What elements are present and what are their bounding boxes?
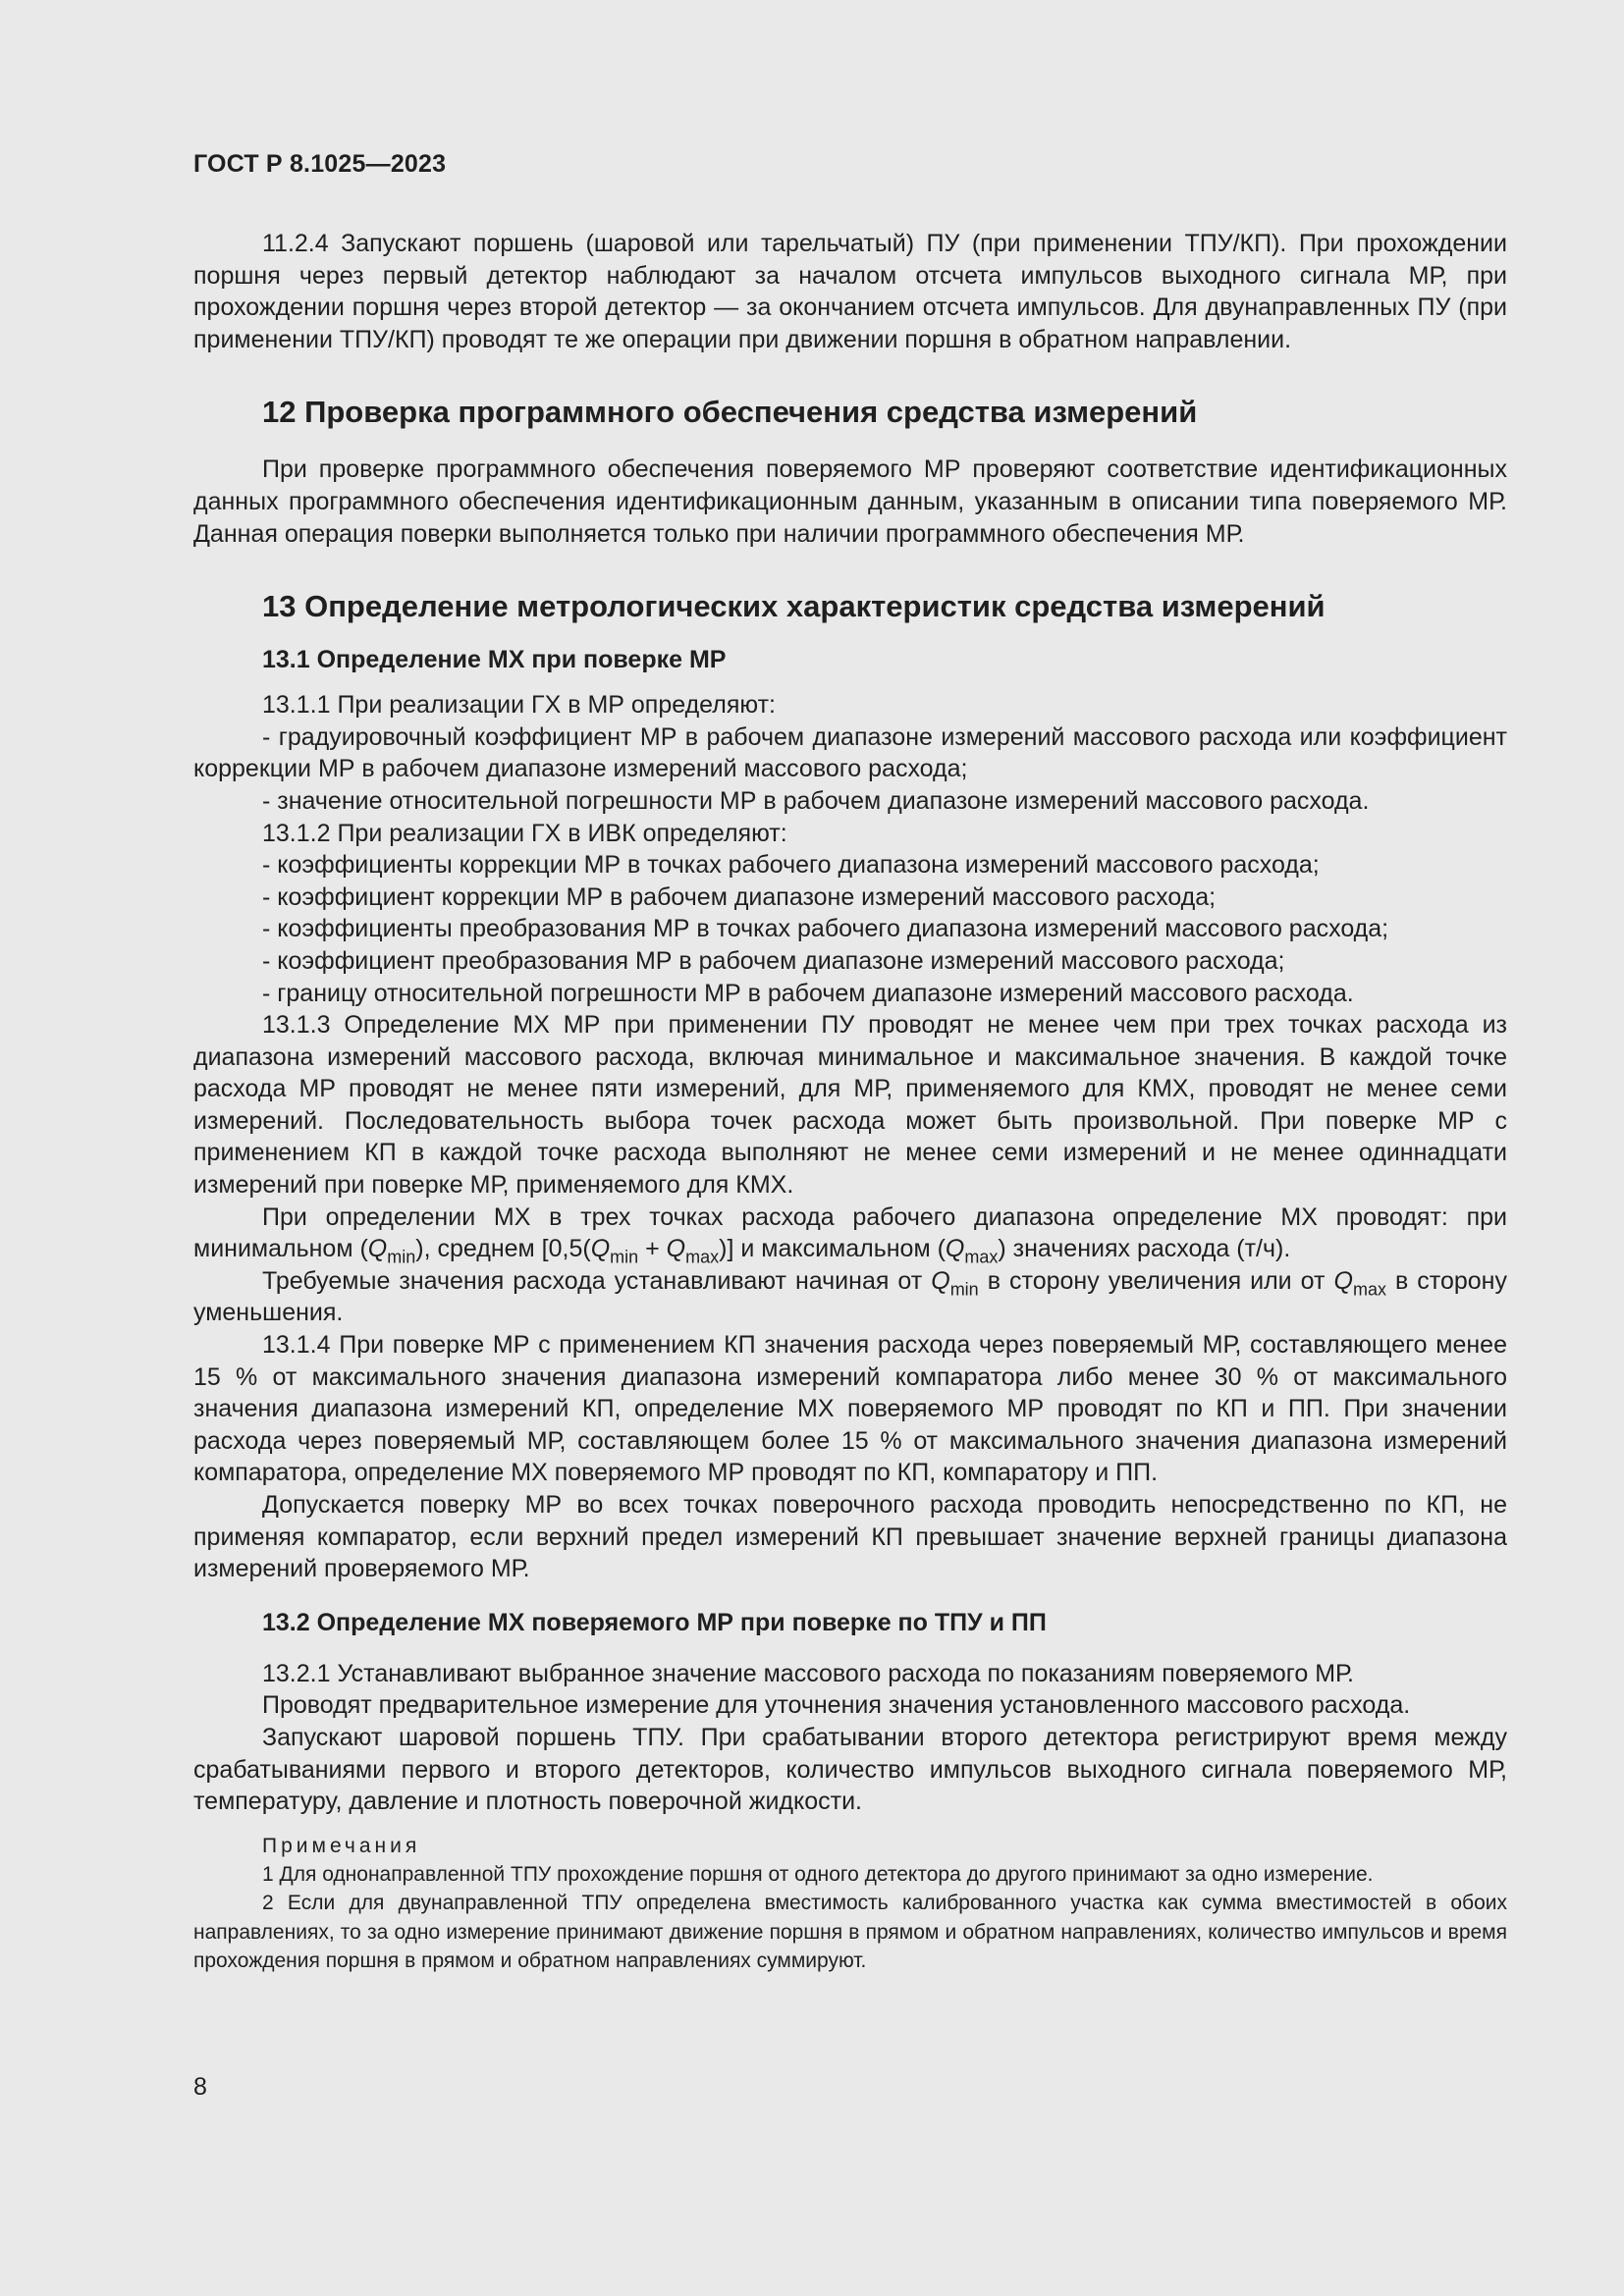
document-page (193, 147, 1507, 1976)
subsection-13-1-heading: 13.1 Определение МХ при поверке МР (262, 646, 727, 674)
paragraph-13-2-1: 13.2.1 Устанавливают выбранное значение массового расхода по показаниям поверяемого МР. (262, 1659, 1354, 1687)
note-2: 2 Если для двунаправленной ТПУ определена вместимость калиброванного участка как сумма вместимостей в обоих направлениях, то за одно измерение принимают движение поршня в прямом и обратном направлениях, количество импульсов и время прохождения поршня в прямом и обратном направлениях суммируют. (193, 1892, 1507, 1973)
list-item: - границу относительной погрешности МР в рабочем диапазоне измерений массового расхода. (262, 979, 1354, 1007)
paragraph-13-1-4: 13.1.4 При поверке МР с применением КП значения расхода через поверяемый МР, составляющего менее 15 % от максимального значения диапазона измерений компаратора либо менее 30 % от максимального значения диапазона измерений КП, определение МХ поверяемого МР проводят по КП и ПП. При значении расхода через поверяемый МР, составляющем более 15 % от максимального значения диапазона измерений компаратора, определение МХ поверяемого МР проводят по КП, компаратору и ПП. (193, 1331, 1507, 1487)
notes-title: Примечания (262, 1834, 421, 1857)
list-item: - коэффициенты преобразования МР в точках рабочего диапазона измерений массового расхода; (262, 915, 1389, 943)
paragraph-13-1-2: 13.1.2 При реализации ГХ в ИВК определяют: (262, 819, 787, 847)
paragraph-launch: Запускают шаровой поршень ТПУ. При срабатывании второго детектора регистрируют время между срабатываниями первого и второго детекторов, количество импульсов выходного сигнала поверяемого МР, температуру, давление и плотность поверочной жидкости. (193, 1723, 1507, 1816)
list-item: - коэффициенты коррекции МР в точках рабочего диапазона измерений массового расхода; (262, 851, 1320, 880)
paragraph-allowed: Допускается поверку МР во всех точках поверочного расхода проводить непосредственно по КП, не применяя компаратор, если верхний предел измерений КП превышает значение верхней границы диапазона измерений проверяемого МР. (193, 1491, 1507, 1583)
list-item: - значение относительной погрешности МР в рабочем диапазоне измерений массового расхода. (262, 786, 1370, 815)
list-item: - коэффициент коррекции МР в рабочем диапазоне измерений массового расхода; (262, 882, 1217, 911)
paragraph-11-2-4: 11.2.4 Запускают поршень (шаровой или тарельчатый) ПУ (при применении ТПУ/КП). При прохождении поршня через первый детектор наблюдают за началом отсчета импульсов выходного сигнала МР, при прохождении поршня через второй детектор — за окончанием отсчета импульсов. Для двунаправленных ПУ (при применении ТПУ/КП) проводят те же операции при движении поршня в обратном направлении. (193, 230, 1507, 353)
paragraph-three-points: При определении МХ в трех точках расхода рабочего диапазона определение МХ проводят: при минимальном $(Q_{min})$, среднем $[0,5(Q_{min} + Q_{max})]$ и максимальном $(Q_{max})$ значениях расхода (т/ч). (193, 1202, 1507, 1267)
list-item: - коэффициент преобразования МР в рабочем диапазоне измерений массового расхода; (262, 946, 1285, 975)
section-12-heading: 12 Проверка программного обеспечения средства измерений (262, 395, 1198, 430)
paragraph-13-1-1: 13.1.1 При реализации ГХ в МР определяют: (262, 691, 776, 720)
subsection-13-2-heading: 13.2 Определение МХ поверяемого МР при поверке по ТПУ и ПП (262, 1608, 1047, 1636)
section-13-1-body (193, 689, 1507, 1585)
document-id: ГОСТ Р 8.1025—2023 (193, 150, 447, 178)
paragraph-13-1-3: 13.1.3 Определение МХ МР при применении ПУ проводят не менее чем при трех точках расхода из диапазона измерений массового расхода, включая минимальное и максимальное значения. В каждой точке расхода МР проводят не менее пяти измерений, для МР, применяемого для КМХ, проводят не менее семи измерений. Последовательность выбора точек расхода может быть произвольной. При поверке МР с применением КП в каждой точке расхода выполняют не менее семи измерений и не менее одиннадцати измерений при поверке МР, применяемого для КМХ. (193, 1011, 1507, 1200)
list-item: - градуировочный коэффициент МР в рабочем диапазоне измерений массового расхода или коэффициент коррекции МР в рабочем диапазоне измерений массового расхода; (193, 722, 1507, 783)
section-13-heading: 13 Определение метрологических характеристик средства измерений (262, 589, 1326, 624)
note-1: 1 Для однонаправленной ТПУ прохождение поршня от одного детектора до другого принимают за одно измерение. (262, 1862, 1374, 1886)
section-12-text: При проверке программного обеспечения поверяемого МР проверяют соответствие идентификационных данных программного обеспечения идентификационным данным, указанным в описании типа поверяемого МР. Данная операция поверки выполняется только при наличии программного обеспечения МР. (193, 455, 1507, 548)
section-13-2-body (193, 1658, 1507, 1818)
paragraph-required-values: Требуемые значения расхода устанавливают начиная от $Q_{min}$ в сторону увеличения или от $Q_{max}$ в сторону уменьшения. (193, 1266, 1507, 1327)
paragraph-preliminary: Проводят предварительное измерение для уточнения значения установленного массового расхода. (262, 1691, 1411, 1720)
page-number: 8 (193, 2073, 207, 2101)
